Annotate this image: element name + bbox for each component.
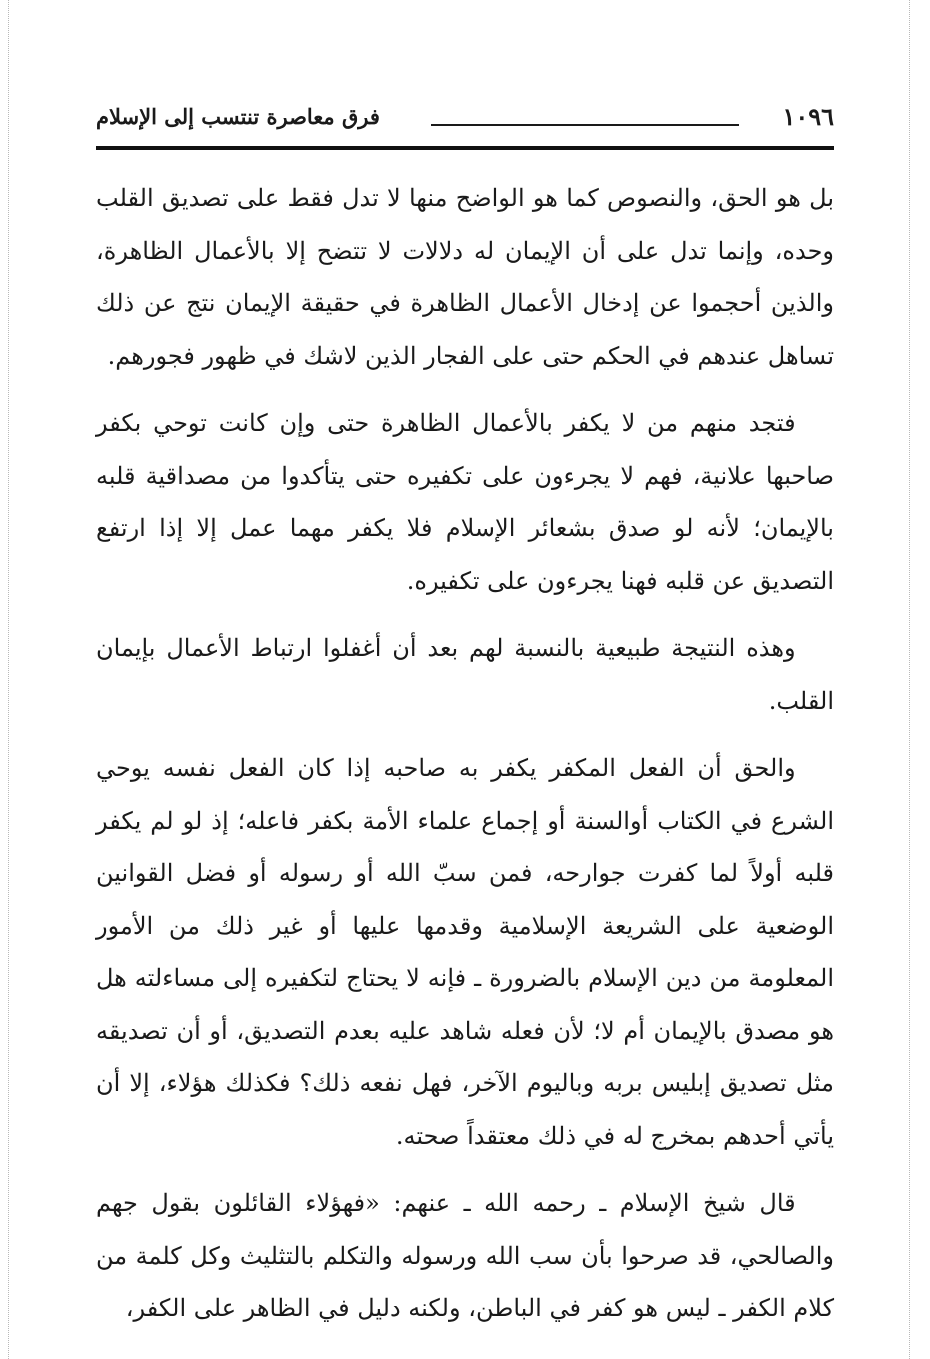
paragraph-2: فتجد منهم من لا يكفر بالأعمال الظاهرة حتى وإن كانت توحي بكفر صاحبها علانية، فهم لا يجرءون على تكفيره حتى يتأكدوا من مصداقية قلبه بالإيمان؛ لأنه لو صدق بشعائر الإسلام فلا يكفر مهما عمل إلا إذا ارتفع التصديق عن قلبه فهنا يجرءون على تكفيره. xyxy=(96,409,834,595)
right-margin-dots xyxy=(909,0,910,1359)
running-title: فرق معاصرة تنتسب إلى الإسلام xyxy=(96,104,380,129)
left-margin-dots xyxy=(8,0,9,1359)
header-line xyxy=(431,124,739,126)
paragraph-5: قال شيخ الإسلام ـ رحمه الله ـ عنهم: «فهؤلاء القائلون بقول جهم والصالحي، قد صرحوا بأن سب الله ورسوله والتكلم بالتثليث وكل كلمة من كلام الكفر ـ ليس هو كفر في الباطن، ولكنه دليل في الظاهر على الكفر، xyxy=(96,1189,835,1322)
paragraph-3: وهذه النتيجة طبيعية بالنسبة لهم بعد أن أغفلوا ارتباط الأعمال بإيمان القلب. xyxy=(96,634,834,715)
page-body xyxy=(96,172,834,1350)
paragraph-1: بل هو الحق، والنصوص كما هو الواضح منها لا تدل فقط على تصديق القلب وحده، وإنما تدل على أن الإيمان له دلالات لا تتضح إلا بالأعمال الظاهرة، والذين أحجموا عن إدخال الأعمال الظاهرة في حقيقة الإيمان نتج عن ذلك تساهل عندهم في الحكم حتى على الفجار الذين لاشك في ظهور فجورهم. xyxy=(96,184,834,370)
page-number: ١٠٩٦ xyxy=(782,102,834,131)
page-header xyxy=(96,96,834,150)
paragraph-4: والحق أن الفعل المكفر يكفر به صاحبه إذا كان الفعل نفسه يوحي الشرع في الكتاب أوالسنة أو إجماع علماء الأمة بكفر فاعله؛ إذ لو لم يكفر قلبه أولاً لما كفرت جوارحه، فمن سبّ الله أو رسوله أو فضل القوانين الوضعية على الشريعة الإسلامية وقدمها عليها أو غير ذلك من الأمور المعلومة من دين الإسلام بالضرورة ـ فإنه لا يحتاج لتكفيره إلى مساءلته هل هو مصدق بالإيمان أم لا؛ لأن فعله شاهد عليه بعدم التصديق، أو أن تصديقه مثل تصديق إبليس بربه وباليوم الآخر، فهل نفعه ذلك؟ فكذلك هؤلاء، إلا أن يأتي أحدهم بمخرج له في ذلك معتقداً صحته. xyxy=(96,754,834,1150)
header-rule xyxy=(96,146,834,150)
